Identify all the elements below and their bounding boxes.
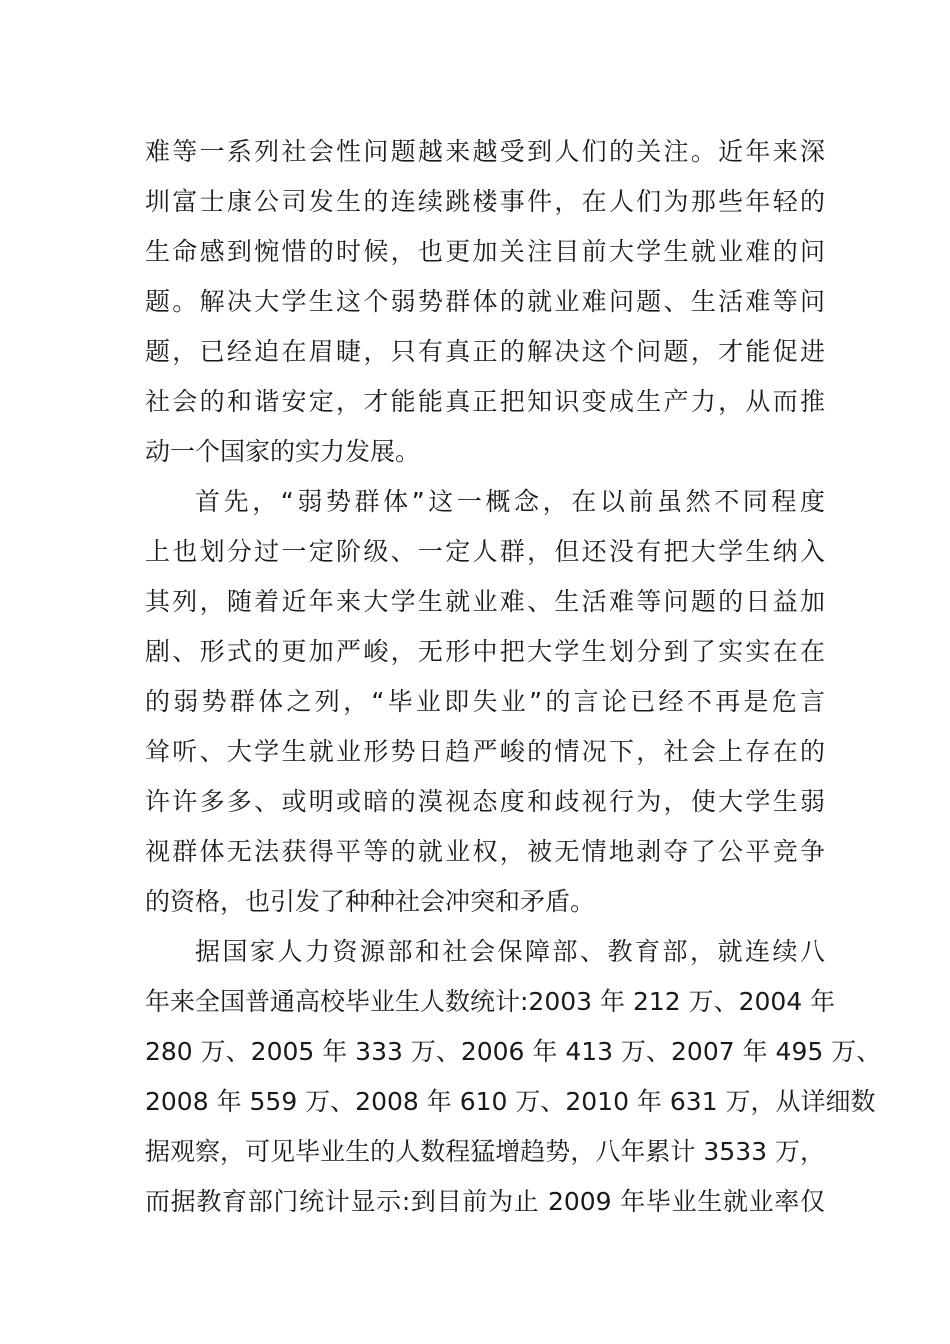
paragraph-1	[145, 127, 825, 477]
text-line: 年来全国普通高校毕业生人数统计:2003 年 212 万、2004 年	[145, 987, 836, 1016]
text-line: 据国家人力资源部和社会保障部、教育部，就连续八	[195, 937, 825, 966]
text-line: 280 万、2005 年 333 万、2006 年 413 万、2007 年 495 万、	[145, 1037, 882, 1066]
text-line: 题。解决大学生这个弱势群体的就业难问题、生活难等问	[145, 287, 825, 316]
text-line: 动一个国家的实力发展。	[145, 437, 421, 466]
text-line: 据观察，可见毕业生的人数程猛增趋势，八年累计 3533 万，	[145, 1137, 825, 1166]
text-line: 耸听、大学生就业形势日趋严峻的情况下，社会上存在的	[145, 737, 825, 766]
text-line: 剧、形式的更加严峻，无形中把大学生划分到了实实在在	[145, 637, 825, 666]
text-line: 的弱势群体之列，“毕业即失业”的言论已经不再是危言	[145, 687, 825, 716]
paragraph-3	[145, 927, 882, 1227]
text-line: 视群体无法获得平等的就业权，被无情地剥夺了公平竞争	[145, 837, 825, 866]
text-line: 圳富士康公司发生的连续跳楼事件，在人们为那些年轻的	[145, 187, 825, 216]
text-line: 上也划分过一定阶级、一定人群，但还没有把大学生纳入	[145, 537, 825, 566]
text-line: 生命感到惋惜的时候，也更加关注目前大学生就业难的问	[145, 237, 825, 266]
text-line: 难等一系列社会性问题越来越受到人们的关注。近年来深	[145, 137, 825, 166]
text-line: 其列，随着近年来大学生就业难、生活难等问题的日益加	[145, 587, 825, 616]
text-line: 题，已经迫在眉睫，只有真正的解决这个问题，才能促进	[145, 337, 825, 366]
text-line: 的资格，也引发了种种社会冲突和矛盾。	[145, 887, 596, 916]
text-line: 社会的和谐安定，才能能真正把知识变成生产力，从而推	[145, 387, 825, 416]
paragraph-2	[145, 477, 825, 927]
text-line: 首先，“弱势群体”这一概念，在以前虽然不同程度	[195, 487, 825, 516]
text-line: 而据教育部门统计显示:到目前为止 2009 年毕业生就业率仅	[145, 1187, 825, 1216]
text-line: 许许多多、或明或暗的漠视态度和歧视行为，使大学生弱	[145, 787, 825, 816]
text-line: 2008 年 559 万、2008 年 610 万、2010 年 631 万，从详细数	[145, 1087, 876, 1116]
document-body	[145, 127, 882, 1227]
